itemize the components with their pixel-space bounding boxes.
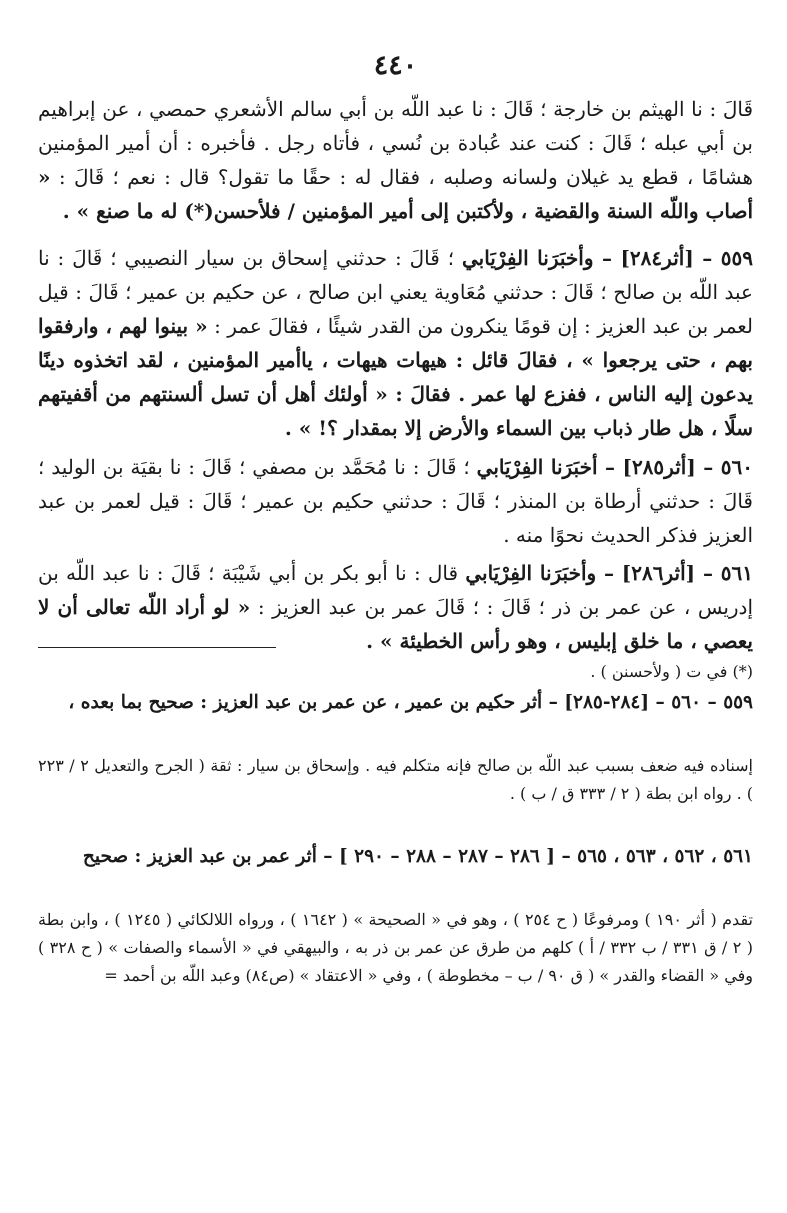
- athar-560-heading: ٥٦٠ – [أثر٢٨٥] – أخبَرَنا الفِرْيَابي: [476, 455, 754, 479]
- footnote-559-body: إسناده فيه ضعف بسبب عبد اللّه بن صالح فإنه متكلم فيه . وإسحاق بن سيار : ثقة ( الجرح والتعديل ٢ / ٢٢٣ ) . رواه ابن بطة ( ٢ / ٣٣٣ ق / ب ) .: [38, 756, 754, 803]
- athar-559-text: ؛ قَالَ : حدثني إسحاق بن سيار النصيبي ؛ قَالَ : نا عبد اللّه بن صالح ؛ قَالَ : حدثني مُعَاوية يعني ابن صالح ، عن حكيم بن عمير ؛ قَالَ : قيل لعمر بن عبد العزيز : إن قومًا ينكرون من القدر شيئًا ، فقالَ عمر :: [38, 246, 753, 338]
- footnote-561-body: تقدم ( أثر ١٩٠ ) ومرفوعًا ( ح ٢٥٤ ) ، وهو في « الصحيحة » ( ١٦٤٢ ) ، ورواه اللالكائي ( ١٢٤٥ ) ، وابن بطة ( ٢ / ق ٣٣١ / ب ٣٣٢ / أ ) كلهم من طرق عن عمر بن ذر به ، والبيهقي في « الأسماء والصفات » ( ح ٣٢٨ ) وفي « القضاء والقدر » ( ق ٩٠ / ب – مخطوطة ) ، وفي « الاعتقاد » (ص٨٤) وعبد اللّه بن أحمد =: [38, 910, 754, 985]
- paragraph-intro-quote: « أصاب واللّه السنة والقضية ، ولأكتبن إلى أمير المؤمنين / فلأحسن(*) له ما صنع » .: [38, 165, 753, 223]
- paragraph-intro: [38, 92, 753, 228]
- paragraph-559: [38, 241, 753, 445]
- athar-560-text: ؛ قَالَ : نا مُحَمَّد بن مصفي ؛ قَالَ : نا بقيَة بن الوليد ؛ قَالَ : حدثني أرطاة بن المنذر ؛ قَالَ : حدثني حكيم بن عمير ؛ قَالَ : قيل لعمر بن عبد العزيز فذكر الحديث نحوًا منه .: [38, 455, 753, 547]
- paragraph-560: [38, 450, 753, 552]
- book-page: [38, 0, 753, 1213]
- footnote-559-heading: ٥٥٩ – ٥٦٠ – [٢٨٤-٢٨٥] – أثر حكيم بن عمير ، عن عمر بن عبد العزيز : صحيح بما بعده ،: [68, 692, 753, 713]
- athar-561-heading: ٥٦١ – [أثر٢٨٦] – وأخبَرَنا الفِرْيَابي: [465, 561, 754, 585]
- footnote-561-heading: ٥٦١ ، ٥٦٢ ، ٥٦٣ ، ٥٦٥ – [ ٢٨٦ – ٢٨٧ – ٢٨٨ – ٢٩٠ ] – أثر عمر بن عبد العزيز : صحيح: [82, 846, 753, 867]
- page-number: ٤٤٠: [373, 50, 418, 81]
- footnote-divider: [38, 647, 276, 648]
- athar-561-quote: « لو أراد اللّه تعالى أن لا يعصي ، ما خلق إبليس ، وهو رأس الخطيئة » .: [38, 595, 753, 653]
- footnote-star: (*) في ت ( ولأحسنن ) .: [590, 662, 753, 681]
- athar-561-text: قال : نا أبو بكر بن أبي شَيْبَة ؛ قَالَ : نا عبد اللّه بن إدريس ، عن عمر بن ذر ؛ قَالَ : ؛ قَالَ عمر بن عبد العزيز :: [38, 561, 754, 619]
- paragraph-intro-text: قَالَ : نا الهيثم بن خارجة ؛ قَالَ : نا عبد اللّه بن أبي سالم الأشعري حمصي ، عن إبراهيم بن أبي عبله ؛ قَالَ : كنت عند عُبادة بن نُسي ، فأتاه رجل . فأخبره : أن أمير المؤمنين هشامًا ، قطع يد غيلان ولسانه وصلبه ، فقال له : حقًا ما تقول؟ قال : نعم ؛ قَالَ :: [38, 97, 753, 189]
- athar-559-heading: ٥٥٩ – [أثر٢٨٤] – وأخبَرَنا الفِرْيَابي: [461, 246, 753, 270]
- paragraph-561: [38, 556, 753, 658]
- athar-559-quote: « بينوا لهم ، وارفقوا بهم ، حتى يرجعوا » ، فقالَ قائل : هيهات هيهات ، ياأمير المؤمنين ، لقد اتخذوه دينًا يدعون إليه الناس ، ففزع لها عمر . فقالَ : « أولئك أهل أن تسل ألسنتهم من أقفيتهم سلًا ، هل طار ذباب بين السماء والأرض إلا بمقدار ؟! » .: [38, 314, 753, 440]
